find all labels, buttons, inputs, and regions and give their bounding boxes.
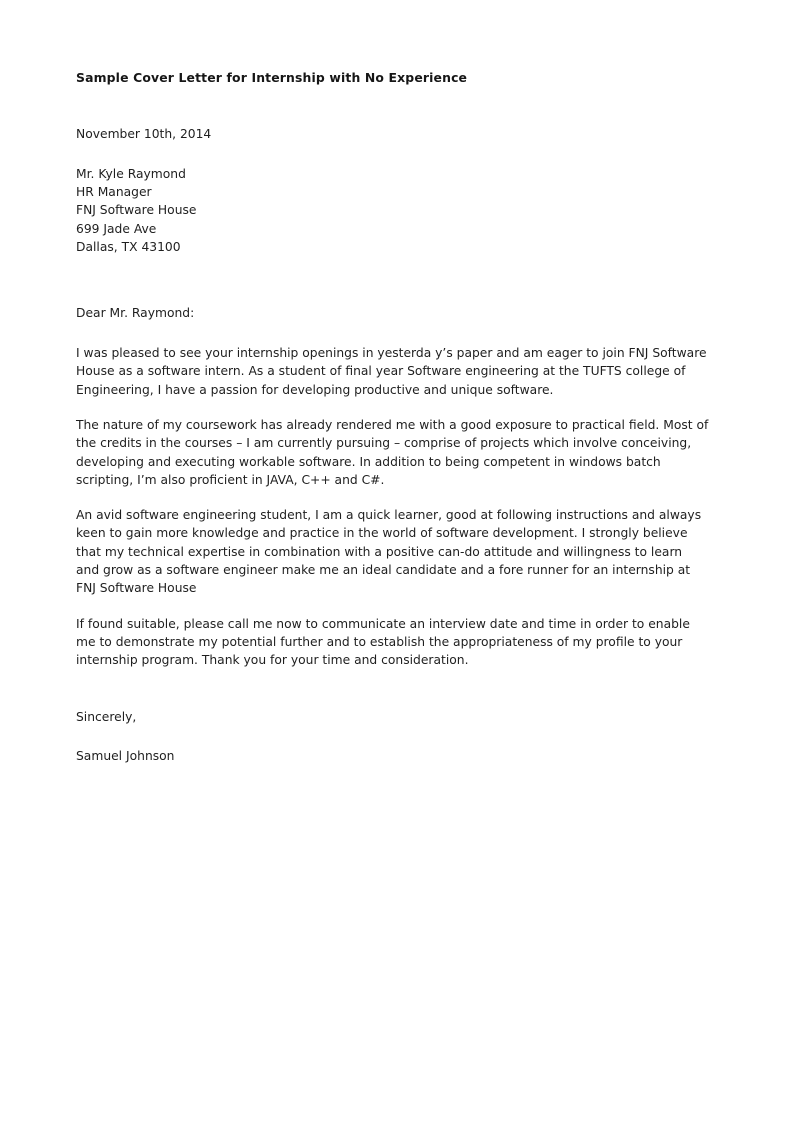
recipient-street: 699 Jade Ave <box>76 221 157 236</box>
body-paragraph-4: If found suitable, please call me now to communicate an interview date and time in order to enable me to demonstrate my potential further and to establish the appropriateness of my profile to your internship program. Thank you for your time and consideration. <box>76 616 690 668</box>
letter-date: November 10th, 2014 <box>76 127 212 141</box>
body-paragraph-3: An avid software engineering student, I am a quick learner, good at following instructions and always keen to gain more knowledge and practice in the world of software development. I strongly believe that my technical expertise in combination with a positive can-do attitude and willingness to learn and grow as a software engineer make me an ideal candidate and a fore runner for an internship at FNJ Software House <box>76 508 702 596</box>
recipient-company: FNJ Software House <box>76 203 197 218</box>
body-paragraph-1: I was pleased to see your internship openings in yesterda y’s paper and am eager to join FNJ Software House as a software intern. As a student of final year Software engineering at the TUFTS college of Engineering, I have a passion for developing productive and unique software. <box>76 346 707 397</box>
recipient-name: Mr. Kyle Raymond <box>76 167 186 181</box>
recipient-address-block <box>76 165 709 256</box>
recipient-city-state-zip: Dallas, TX 43100 <box>76 239 181 254</box>
salutation: Dear Mr. Raymond: <box>76 306 195 321</box>
closing-line: Sincerely, <box>76 710 137 725</box>
recipient-job-title: HR Manager <box>76 185 152 200</box>
page-title: Sample Cover Letter for Internship with No Experience <box>76 70 468 85</box>
signature-name: Samuel Johnson <box>76 749 175 764</box>
body-paragraph-2: The nature of my coursework has already rendered me with a good exposure to practical field. Most of the credits in the courses – I am currently pursuing – comprise of projects which involve conceiving, developing and executing workable software. In addition to being competent in windows batch scripting, I’m also proficient in JAVA, C++ and C#. <box>76 417 709 487</box>
